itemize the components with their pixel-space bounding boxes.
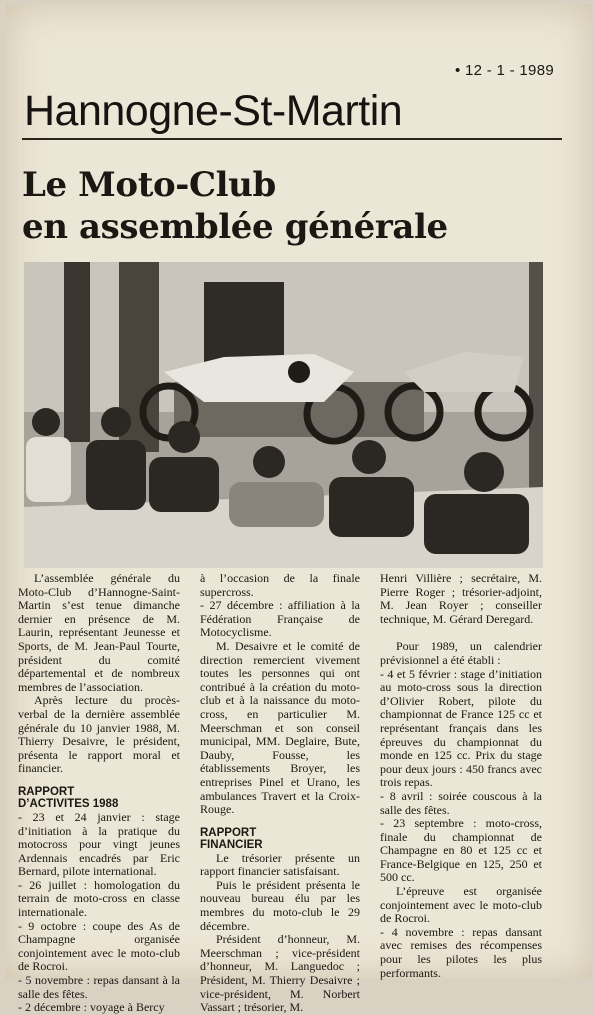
heading-rule: [22, 138, 562, 140]
paragraph: - 4 et 5 février : stage d’initiation au moto-cross sous la direction d’Olivier Robert, pilote du championnat de France 125 cc et représentant français dans les épreuves du championnat du monde en 125 cc. Prix du stage pour deux jours : 450 francs avec trois repas.: [380, 666, 542, 790]
paragraph: - 8 avril : soirée couscous à la salle des fêtes.: [380, 788, 542, 817]
paragraph: - 4 novembre : repas dansant avec remises des récompenses pour les pilotes les plus performants.: [380, 924, 542, 980]
paragraph: - 23 septembre : moto-cross, finale du championnat de Champagne en 80 et 125 cc et France-Belgique en 125, 250 et 500 cc.: [380, 816, 542, 885]
paragraph: L’épreuve est organisée conjointement avec le moto-club de Rocroi.: [380, 884, 542, 926]
article-column-1: [18, 572, 180, 1015]
paragraph: à l’occasion de la finale supercross.: [200, 571, 360, 599]
photo-illustration: [24, 262, 543, 568]
subheading-financial: RAPPORT: [200, 826, 257, 839]
headline-line-2: en assemblée générale: [22, 207, 448, 247]
article-column-3: [380, 572, 542, 980]
publication-date: • 12 - 1 - 1989: [455, 62, 554, 79]
section-heading: Hannogne-St-Martin: [24, 87, 403, 135]
subheading-financial-2: FINANCIER: [200, 839, 263, 852]
club-meeting-photo: [24, 262, 543, 568]
activity-item: - 26 juillet : homologation du terrain de moto-cross en classe internationale.: [18, 877, 180, 920]
paragraph: Le trésorier présente un rapport financier satisfaisant.: [200, 850, 360, 879]
paragraph: Après lecture du procès-verbal de la dernière assemblée générale du 10 janvier 1988, M. Thierry Desaivre, le président, présenta le rapport moral et financier.: [18, 693, 180, 776]
paragraph: Pour 1989, un calendrier prévisionnel a été établi :: [380, 639, 542, 667]
article-column-2: [200, 572, 360, 1015]
article-headline: [22, 164, 448, 248]
headline-line-1: Le Moto-Club: [22, 165, 276, 205]
subheading-activities-2: D’ACTIVITES 1988: [18, 798, 119, 811]
activity-item: - 5 novembre : repas dansant à la salle des fêtes.: [18, 973, 180, 1001]
activity-item: - 23 et 24 janvier : stage d’initiation à la pratique du motocross pour vingt jeunes Ardennais encadrés par Eric Bernard, pilote international.: [18, 809, 180, 879]
paragraph: Henri Villière ; secrétaire, M. Pierre Roger ; trésorier-adjoint, M. Jean Royer ; conseiller technique, M. Gérard Deregard.: [380, 571, 542, 626]
paragraph: - 27 décembre : affiliation à la Fédération Française de Motocyclisme.: [200, 598, 360, 640]
activity-item: - 2 décembre : voyage à Bercy: [18, 1000, 165, 1015]
paragraph: Puis le président présenta le nouveau bureau élu par les membres du moto-club le 29 décembre.: [200, 877, 360, 933]
activity-item: - 9 octobre : coupe des As de Champagne organisée conjointement avec le moto-club de Rocroi.: [18, 918, 180, 974]
paragraph: M. Desaivre et le comité de direction remercient vivement toutes les personnes qui ont contribué à la création du moto-club et à la naissance du moto-cross, en particulier M. Meerschman et son conseil municipal, MM. Deglaire, Bute, Dauby, Fousse, les établissements Broyer, les entreprises Pinel et Urano, les ambulances Travert et la Croix-Rouge.: [200, 638, 360, 817]
subheading-activities: RAPPORT: [18, 785, 75, 798]
paragraph: L’assemblée générale du Moto-Club d’Hannogne-Saint-Martin s’est tenue dimanche dernier en présence de M. Laurin, représentant Jeunesse et Sports, de M. Jean-Paul Tourte, président du comité départemental et de nombreux membres de l’association.: [18, 571, 180, 694]
paragraph: Président d’honneur, M. Meerschman ; vice-président d’honneur, M. Languedoc ; Président, M. Thierry Desaivre ; vice-président, M. Norbert Vassart ; trésorier, M.: [200, 932, 360, 1015]
